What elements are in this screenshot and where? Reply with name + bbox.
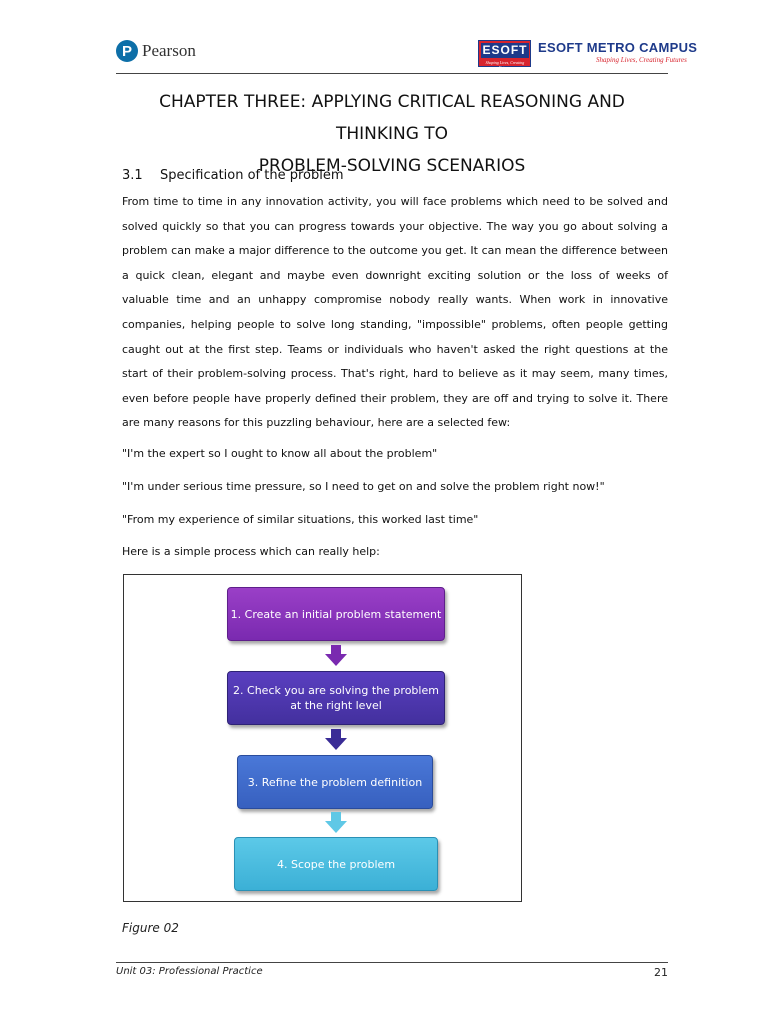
page-number: 21 — [654, 966, 668, 979]
flowchart-arrow-1-head — [325, 654, 347, 666]
chapter-title-line-1: CHAPTER THREE: APPLYING CRITICAL REASONING AND THINKING TO — [159, 92, 625, 144]
esoft-logo-badge — [478, 40, 531, 70]
flowchart-arrow-1 — [331, 645, 341, 654]
esoft-logo-name: ESOFT METRO CAMPUS — [538, 40, 698, 55]
quote-line: "I'm the expert so I ought to know all about the problem" — [122, 447, 438, 460]
body-paragraph: From time to time in any innovation activity, you will face problems which need to be solved and solved quickly so that you can progress towards your objective. The way you go about solving a problem can make a major difference to the outcome you get. It can mean the difference between a quick clean, elegant and maybe even downright exciting solution or the loss of weeks of valuable time and an unhappy compromise nobody really wants. When work in innovative companies, helping people to solve long standing, "impossible" problems, often people getting caught out at the first step. Teams or individuals who haven't asked the right questions at the start of their problem-solving process. That's right, hard to believe as it may seem, many times, even before people have properly defined their problem, they are off and trying to solve it. There are many reasons for this puzzling behaviour, here are a selected few: — [122, 195, 668, 430]
esoft-logo-badge-text: ESOFT — [482, 43, 528, 57]
esoft-logo-badge-tagline: Shaping Lives, Creating Futures — [485, 60, 525, 70]
header-divider — [116, 73, 668, 74]
pearson-logo-mark: P — [116, 40, 138, 62]
pearson-logo — [116, 40, 196, 62]
flowchart-arrow-2 — [331, 729, 341, 738]
page-header — [0, 0, 768, 80]
flowchart-step-1: 1. Create an initial problem statement — [227, 587, 445, 641]
footer-divider — [116, 962, 668, 963]
flowchart-step-4: 4. Scope the problem — [234, 837, 438, 891]
quote-line: "I'm under serious time pressure, so I need to get on and solve the problem right now!" — [122, 480, 605, 493]
process-flowchart — [123, 574, 522, 902]
flowchart-step-3: 3. Refine the problem definition — [237, 755, 433, 809]
flowchart-arrow-3-head — [325, 821, 347, 833]
pearson-logo-text: Pearson — [142, 41, 196, 60]
footer-unit-title: Unit 03: Professional Practice — [116, 966, 263, 977]
quote-line: "From my experience of similar situations, this worked last time" — [122, 513, 479, 526]
esoft-logo-tagline: Shaping Lives, Creating Futures — [596, 56, 687, 64]
flowchart-arrow-3 — [331, 812, 341, 821]
esoft-metro-campus-logo — [478, 40, 698, 70]
chapter-title-line-2: PROBLEM-SOLVING SCENARIOS — [258, 156, 526, 176]
section-number: 3.1 — [122, 168, 143, 183]
figure-caption: Figure 02 — [122, 921, 179, 935]
section-title: Specification of the problem — [160, 168, 344, 183]
section-heading — [122, 168, 344, 183]
intro-line: Here is a simple process which can really help: — [122, 545, 380, 558]
flowchart-step-2: 2. Check you are solving the problem at the right level — [227, 671, 445, 725]
flowchart-arrow-2-head — [325, 738, 347, 750]
